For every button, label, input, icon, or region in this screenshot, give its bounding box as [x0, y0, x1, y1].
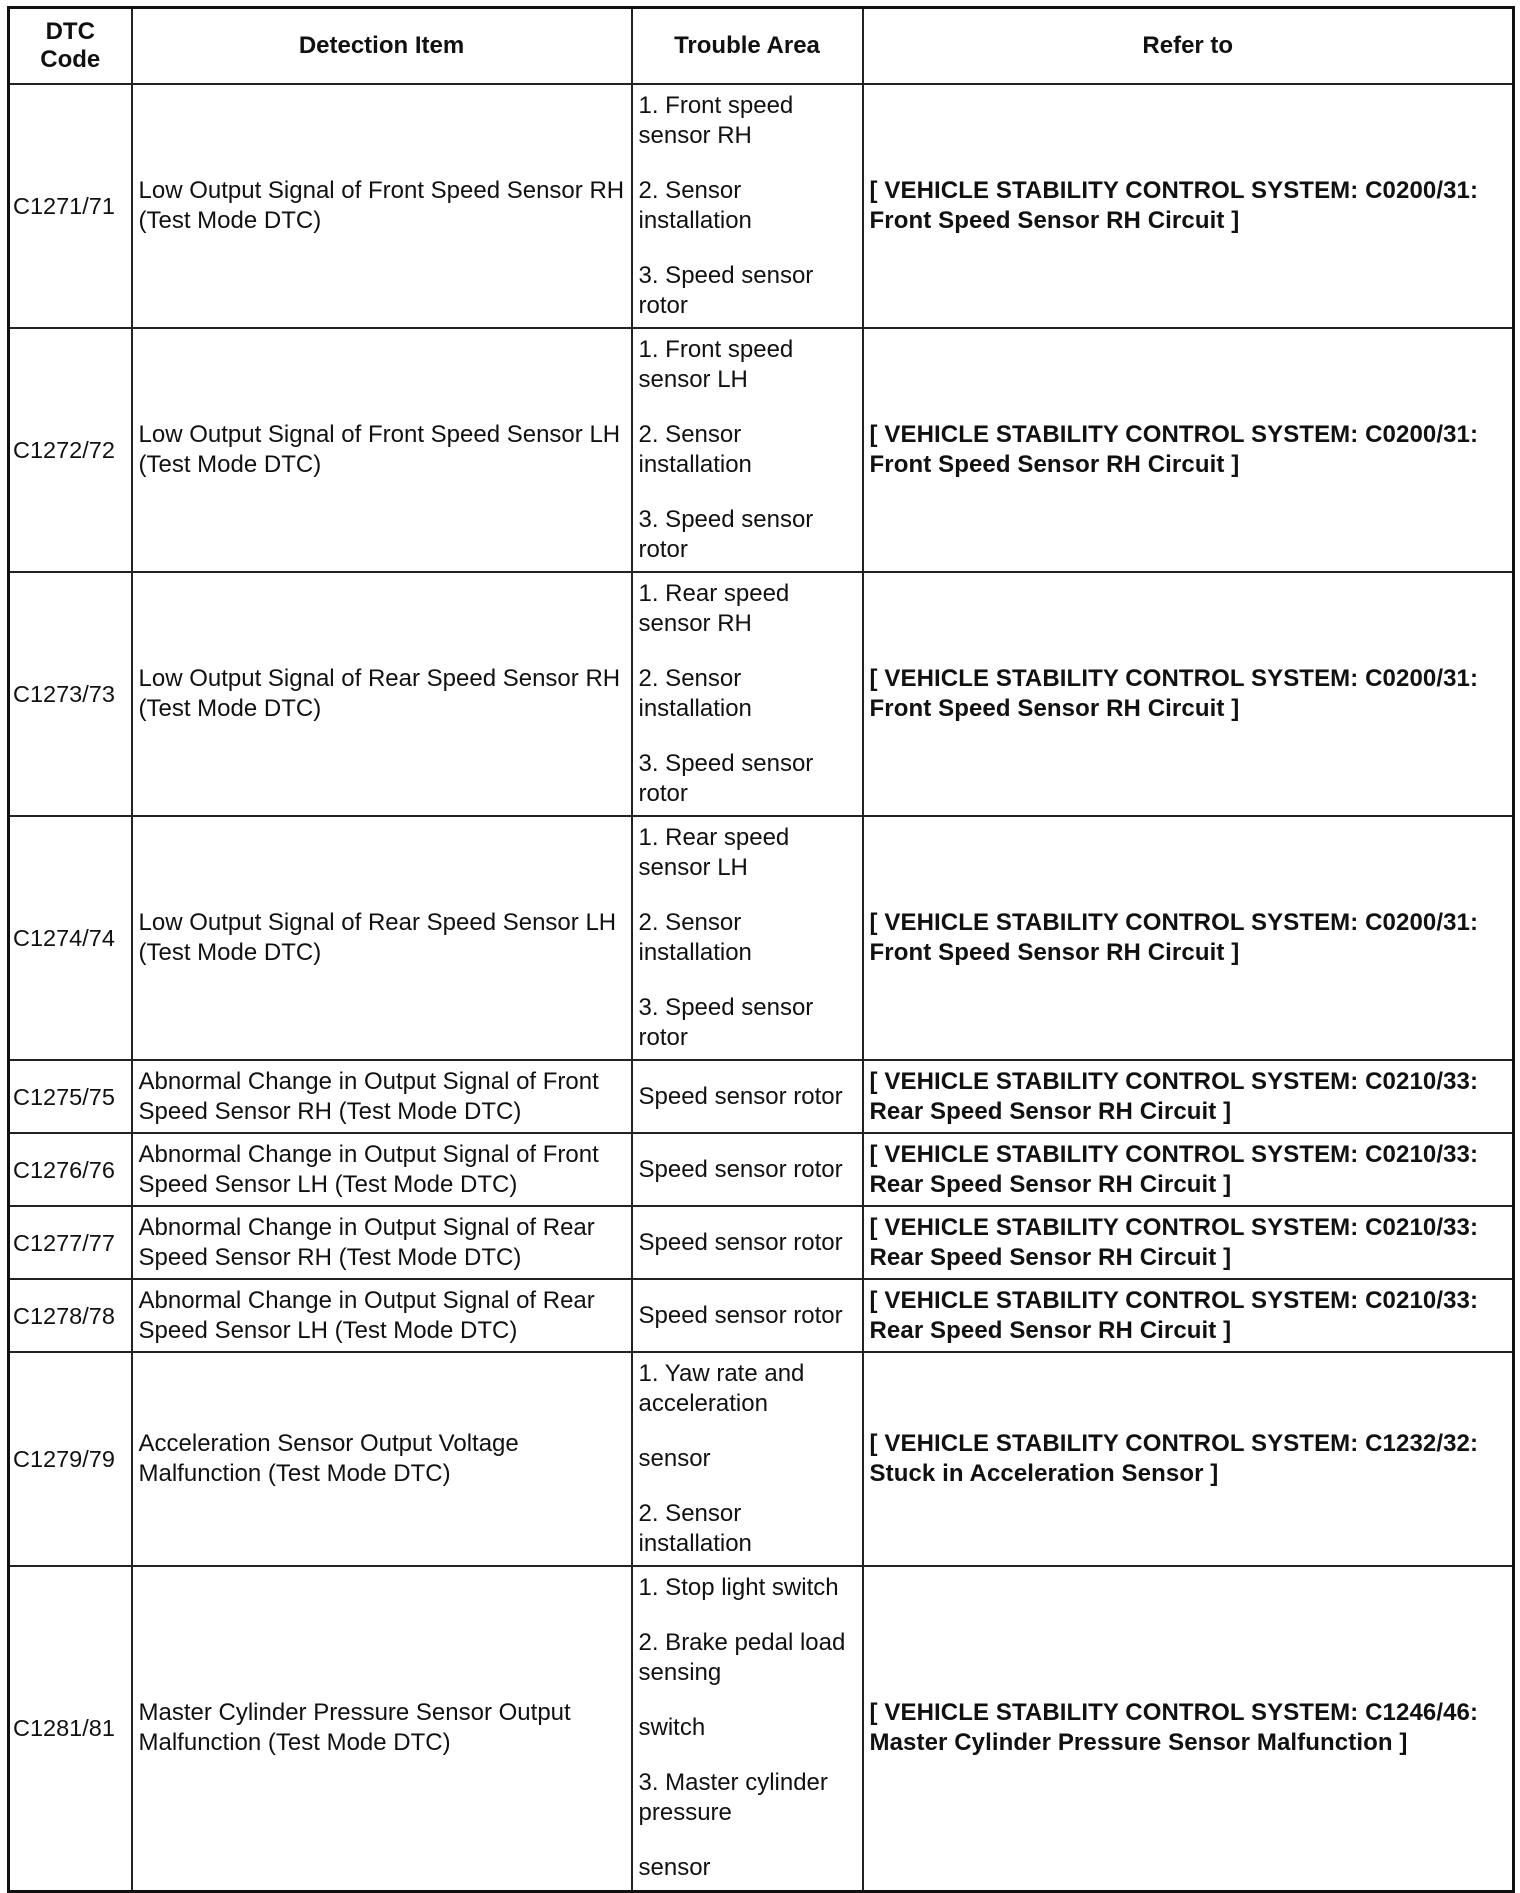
trouble-area-item: Speed sensor rotor [638, 1301, 843, 1329]
trouble-area-cell [632, 1206, 863, 1279]
refer-to-link[interactable]: [ VEHICLE STABILITY CONTROL SYSTEM: C0200/31: Front Speed Sensor RH Circuit ] [863, 816, 1514, 1060]
detection-item-cell: Master Cylinder Pressure Sensor Output Malfunction (Test Mode DTC) [132, 1566, 632, 1891]
refer-to-link[interactable]: [ VEHICLE STABILITY CONTROL SYSTEM: C0210/33: Rear Speed Sensor RH Circuit ] [863, 1133, 1514, 1206]
trouble-area-cell [632, 1133, 863, 1206]
trouble-area-item: 1. Yaw rate and acceleration [638, 1360, 805, 1417]
detection-item-cell: Low Output Signal of Rear Speed Sensor LH (Test Mode DTC) [132, 816, 632, 1060]
detection-item-cell: Abnormal Change in Output Signal of Front Speed Sensor RH (Test Mode DTC) [132, 1060, 632, 1133]
dtc-code-cell: C1273/73 [9, 572, 132, 816]
trouble-area-item: 3. Master cylinder pressure [638, 1769, 828, 1827]
trouble-area-item: 2. Brake pedal load sensing [638, 1629, 846, 1687]
table-row [9, 1060, 1514, 1133]
trouble-area-item: Speed sensor rotor [638, 1155, 843, 1183]
dtc-code-cell: C1277/77 [9, 1206, 132, 1279]
trouble-area-cell [632, 572, 863, 816]
detection-item-cell: Abnormal Change in Output Signal of Front Speed Sensor LH (Test Mode DTC) [132, 1133, 632, 1206]
trouble-area-item: 2. Sensor installation [638, 421, 752, 478]
detection-item-cell: Low Output Signal of Front Speed Sensor LH (Test Mode DTC) [132, 328, 632, 572]
dtc-code-cell: C1272/72 [9, 328, 132, 572]
trouble-area-item: 3. Speed sensor rotor [638, 750, 814, 807]
refer-to-link[interactable]: [ VEHICLE STABILITY CONTROL SYSTEM: C1246/46: Master Cylinder Pressure Sensor Malfunction ] [863, 1566, 1514, 1891]
trouble-area-item: 3. Speed sensor rotor [638, 994, 814, 1051]
table-header-row [9, 8, 1514, 85]
header-trouble-area: Trouble Area [632, 8, 863, 85]
refer-to-link[interactable]: [ VEHICLE STABILITY CONTROL SYSTEM: C1232/32: Stuck in Acceleration Sensor ] [863, 1352, 1514, 1566]
refer-to-link[interactable]: [ VEHICLE STABILITY CONTROL SYSTEM: C0210/33: Rear Speed Sensor RH Circuit ] [863, 1206, 1514, 1279]
table-row [9, 1352, 1514, 1566]
trouble-area-cell [632, 328, 863, 572]
trouble-area-item: 2. Sensor installation [638, 177, 752, 234]
trouble-area-item: 3. Speed sensor rotor [638, 262, 814, 319]
table-row [9, 1279, 1514, 1352]
trouble-area-cell [632, 84, 863, 328]
dtc-code-cell: C1275/75 [9, 1060, 132, 1133]
table-row [9, 1206, 1514, 1279]
trouble-area-item: 2. Sensor installation [638, 909, 752, 966]
refer-to-link[interactable]: [ VEHICLE STABILITY CONTROL SYSTEM: C0200/31: Front Speed Sensor RH Circuit ] [863, 84, 1514, 328]
table-row [9, 572, 1514, 816]
trouble-area-item: sensor [638, 1854, 711, 1882]
table-row [9, 1133, 1514, 1206]
refer-to-link[interactable]: [ VEHICLE STABILITY CONTROL SYSTEM: C0200/31: Front Speed Sensor RH Circuit ] [863, 572, 1514, 816]
trouble-area-item: 1. Stop light switch [638, 1574, 839, 1602]
refer-to-link[interactable]: [ VEHICLE STABILITY CONTROL SYSTEM: C0200/31: Front Speed Sensor RH Circuit ] [863, 328, 1514, 572]
refer-to-link[interactable]: [ VEHICLE STABILITY CONTROL SYSTEM: C0210/33: Rear Speed Sensor RH Circuit ] [863, 1060, 1514, 1133]
detection-item-cell: Low Output Signal of Rear Speed Sensor RH (Test Mode DTC) [132, 572, 632, 816]
trouble-area-item: 1. Front speed sensor LH [638, 336, 794, 393]
table-body [9, 84, 1514, 1891]
table-row [9, 84, 1514, 328]
header-detection-item: Detection Item [132, 8, 632, 85]
refer-to-link[interactable]: [ VEHICLE STABILITY CONTROL SYSTEM: C0210/33: Rear Speed Sensor RH Circuit ] [863, 1279, 1514, 1352]
trouble-area-item: 2. Sensor installation [638, 1500, 752, 1557]
table-row [9, 328, 1514, 572]
trouble-area-item: Speed sensor rotor [638, 1228, 843, 1256]
table-row [9, 1566, 1514, 1891]
dtc-code-cell: C1279/79 [9, 1352, 132, 1566]
dtc-code-cell: C1274/74 [9, 816, 132, 1060]
table-row [9, 816, 1514, 1060]
detection-item-cell: Abnormal Change in Output Signal of Rear Speed Sensor RH (Test Mode DTC) [132, 1206, 632, 1279]
trouble-area-item: 1. Rear speed sensor RH [638, 580, 790, 637]
trouble-area-item: Speed sensor rotor [638, 1082, 843, 1110]
trouble-area-item: switch [638, 1714, 706, 1742]
trouble-area-cell [632, 1352, 863, 1566]
trouble-area-item: 3. Speed sensor rotor [638, 506, 814, 563]
trouble-area-cell [632, 1060, 863, 1133]
trouble-area-item: 1. Rear speed sensor LH [638, 824, 790, 881]
dtc-code-cell: C1276/76 [9, 1133, 132, 1206]
trouble-area-item: 2. Sensor installation [638, 665, 752, 722]
dtc-table-container [7, 6, 1515, 1893]
detection-item-cell: Abnormal Change in Output Signal of Rear Speed Sensor LH (Test Mode DTC) [132, 1279, 632, 1352]
trouble-area-cell [632, 1566, 863, 1891]
header-refer-to: Refer to [863, 8, 1514, 85]
dtc-table [7, 6, 1515, 1893]
trouble-area-item: sensor [638, 1445, 711, 1472]
dtc-code-cell: C1271/71 [9, 84, 132, 328]
header-dtc-code: DTC Code [9, 8, 132, 85]
detection-item-cell: Low Output Signal of Front Speed Sensor RH (Test Mode DTC) [132, 84, 632, 328]
trouble-area-cell [632, 1279, 863, 1352]
trouble-area-item: 1. Front speed sensor RH [638, 92, 794, 149]
trouble-area-cell [632, 816, 863, 1060]
dtc-code-cell: C1281/81 [9, 1566, 132, 1891]
dtc-code-cell: C1278/78 [9, 1279, 132, 1352]
detection-item-cell: Acceleration Sensor Output Voltage Malfunction (Test Mode DTC) [132, 1352, 632, 1566]
